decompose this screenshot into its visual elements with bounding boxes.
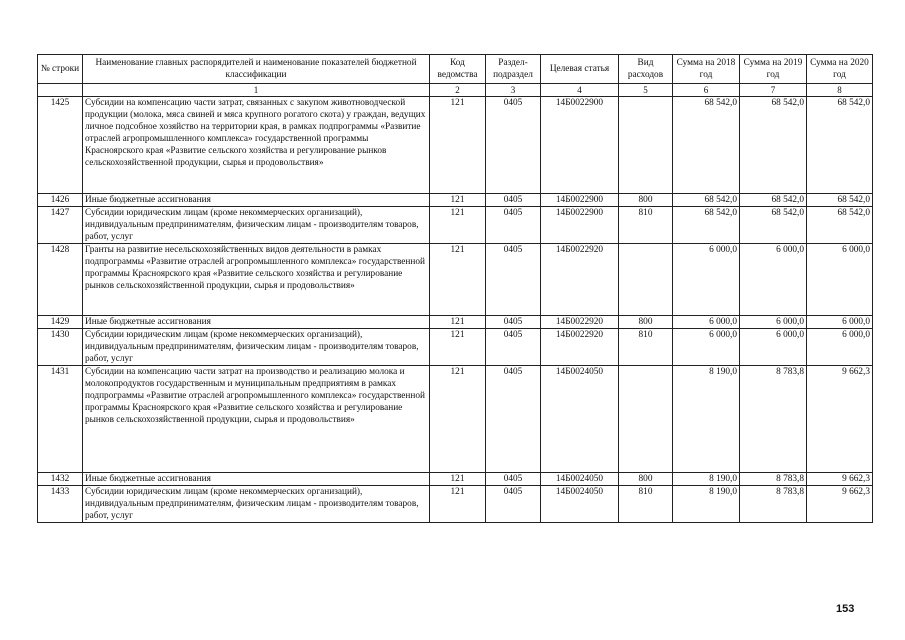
budget-table xyxy=(37,54,873,523)
row-number: 1427 xyxy=(38,207,83,244)
row-expense-type: 800 xyxy=(619,473,673,486)
header-sum-2018: Сумма на 2018 год xyxy=(673,55,740,84)
table-row xyxy=(38,194,873,207)
row-sum-2019: 6 000,0 xyxy=(740,316,807,329)
row-number: 1431 xyxy=(38,366,83,473)
row-sum-2020: 6 000,0 xyxy=(807,244,873,316)
row-section: 0405 xyxy=(486,473,541,486)
header-department-code: Код ведомства xyxy=(430,55,486,84)
row-sum-2020: 68 542,0 xyxy=(807,97,873,194)
row-sum-2020: 6 000,0 xyxy=(807,329,873,366)
row-target-article: 14Б0022900 xyxy=(541,207,619,244)
row-name: Субсидии юридическим лицам (кроме некоммерческих организаций), индивидуальным предпринимателям, физическим лицам - производителям товаров, работ, услуг xyxy=(83,329,430,366)
row-sum-2018: 68 542,0 xyxy=(673,207,740,244)
row-expense-type: 810 xyxy=(619,207,673,244)
row-target-article: 14Б0022900 xyxy=(541,194,619,207)
row-sum-2018: 68 542,0 xyxy=(673,97,740,194)
row-sum-2019: 6 000,0 xyxy=(740,244,807,316)
table-row xyxy=(38,473,873,486)
row-sum-2020: 9 662,3 xyxy=(807,366,873,473)
row-number: 1430 xyxy=(38,329,83,366)
row-sum-2020: 9 662,3 xyxy=(807,486,873,523)
row-expense-type xyxy=(619,97,673,194)
row-number: 1433 xyxy=(38,486,83,523)
row-sum-2019: 68 542,0 xyxy=(740,194,807,207)
row-sum-2018: 6 000,0 xyxy=(673,329,740,366)
column-number: 8 xyxy=(807,84,873,97)
column-number: 7 xyxy=(740,84,807,97)
table-row xyxy=(38,207,873,244)
row-section: 0405 xyxy=(486,316,541,329)
page-number: 153 xyxy=(836,603,855,615)
row-department-code: 121 xyxy=(430,97,486,194)
row-sum-2019: 68 542,0 xyxy=(740,207,807,244)
column-number: 6 xyxy=(673,84,740,97)
column-number: 1 xyxy=(83,84,430,97)
row-sum-2020: 6 000,0 xyxy=(807,316,873,329)
table-row xyxy=(38,329,873,366)
row-name: Гранты на развитие несельскохозяйственных видов деятельности в рамках подпрограммы «Развитие отраслей агропромышленного комплекса» государственной программы Красноярского края «Развитие сельского хозяйства и регулирование рынков сельскохозяйственной продукции, сырья и продовольствия» xyxy=(83,244,430,316)
table-row xyxy=(38,316,873,329)
row-section: 0405 xyxy=(486,486,541,523)
row-department-code: 121 xyxy=(430,329,486,366)
row-section: 0405 xyxy=(486,366,541,473)
row-number: 1426 xyxy=(38,194,83,207)
column-number: 5 xyxy=(619,84,673,97)
row-sum-2020: 9 662,3 xyxy=(807,473,873,486)
row-target-article: 14Б0024050 xyxy=(541,473,619,486)
column-number: 4 xyxy=(541,84,619,97)
header-sum-2020: Сумма на 2020 год xyxy=(807,55,873,84)
row-target-article: 14Б0022920 xyxy=(541,316,619,329)
column-number: 3 xyxy=(486,84,541,97)
row-expense-type xyxy=(619,366,673,473)
row-target-article: 14Б0022920 xyxy=(541,329,619,366)
row-department-code: 121 xyxy=(430,194,486,207)
header-expense-type: Вид расходов xyxy=(619,55,673,84)
table-row xyxy=(38,486,873,523)
header-section: Раздел-подраздел xyxy=(486,55,541,84)
row-sum-2019: 8 783,8 xyxy=(740,486,807,523)
row-expense-type xyxy=(619,244,673,316)
row-target-article: 14Б0024050 xyxy=(541,486,619,523)
row-target-article: 14Б0024050 xyxy=(541,366,619,473)
row-name: Субсидии на компенсацию части затрат на производство и реализацию молока и молокопродуктов государственным и муниципальным предприятиям в рамках подпрограммы «Развитие отраслей агропромышленного комплекса» государственной программы Красноярского края «Развитие сельского хозяйства и регулирование рынков сельскохозяйственной продукции, сырья и продовольствия» xyxy=(83,366,430,473)
header-name: Наименование главных распорядителей и наименование показателей бюджетной классификации xyxy=(83,55,430,84)
row-sum-2019: 8 783,8 xyxy=(740,473,807,486)
column-number: 2 xyxy=(430,84,486,97)
row-department-code: 121 xyxy=(430,473,486,486)
row-sum-2020: 68 542,0 xyxy=(807,207,873,244)
row-name: Иные бюджетные ассигнования xyxy=(83,194,430,207)
row-number: 1425 xyxy=(38,97,83,194)
row-name: Субсидии юридическим лицам (кроме некоммерческих организаций), индивидуальным предпринимателям, физическим лицам - производителям товаров, работ, услуг xyxy=(83,486,430,523)
row-department-code: 121 xyxy=(430,366,486,473)
row-sum-2018: 8 190,0 xyxy=(673,473,740,486)
row-section: 0405 xyxy=(486,97,541,194)
row-expense-type: 800 xyxy=(619,316,673,329)
row-department-code: 121 xyxy=(430,244,486,316)
row-section: 0405 xyxy=(486,244,541,316)
row-section: 0405 xyxy=(486,329,541,366)
row-number: 1428 xyxy=(38,244,83,316)
row-number: 1432 xyxy=(38,473,83,486)
row-sum-2019: 6 000,0 xyxy=(740,329,807,366)
row-target-article: 14Б0022920 xyxy=(541,244,619,316)
row-expense-type: 810 xyxy=(619,486,673,523)
row-name: Иные бюджетные ассигнования xyxy=(83,316,430,329)
row-department-code: 121 xyxy=(430,486,486,523)
row-sum-2018: 68 542,0 xyxy=(673,194,740,207)
row-sum-2018: 8 190,0 xyxy=(673,366,740,473)
row-sum-2018: 8 190,0 xyxy=(673,486,740,523)
row-department-code: 121 xyxy=(430,207,486,244)
row-section: 0405 xyxy=(486,194,541,207)
row-sum-2019: 8 783,8 xyxy=(740,366,807,473)
row-sum-2018: 6 000,0 xyxy=(673,316,740,329)
row-sum-2020: 68 542,0 xyxy=(807,194,873,207)
row-expense-type: 810 xyxy=(619,329,673,366)
row-number: 1429 xyxy=(38,316,83,329)
header-row xyxy=(38,55,873,84)
header-sum-2019: Сумма на 2019 год xyxy=(740,55,807,84)
header-row-number: № строки xyxy=(38,55,83,84)
row-name: Иные бюджетные ассигнования xyxy=(83,473,430,486)
row-expense-type: 800 xyxy=(619,194,673,207)
row-section: 0405 xyxy=(486,207,541,244)
header-target-article: Целевая статья xyxy=(541,55,619,84)
column-number-row xyxy=(38,84,873,97)
row-sum-2019: 68 542,0 xyxy=(740,97,807,194)
row-name: Субсидии на компенсацию части затрат, связанных с закупом животноводческой продукции (молока, мяса свиней и мяса крупного рогатого скота) у граждан, ведущих личное подсобное хозяйство на территории края, в рамках подпрограммы «Развитие отраслей агропромышленного комплекса» государственной программы Красноярского края «Развитие сельского хозяйства и регулирование рынков сельскохозяйственной продукции, сырья и продовольствия» xyxy=(83,97,430,194)
row-sum-2018: 6 000,0 xyxy=(673,244,740,316)
column-number xyxy=(38,84,83,97)
row-target-article: 14Б0022900 xyxy=(541,97,619,194)
table-row xyxy=(38,97,873,194)
row-name: Субсидии юридическим лицам (кроме некоммерческих организаций), индивидуальным предпринимателям, физическим лицам - производителям товаров, работ, услуг xyxy=(83,207,430,244)
table-row xyxy=(38,244,873,316)
table-row xyxy=(38,366,873,473)
row-department-code: 121 xyxy=(430,316,486,329)
